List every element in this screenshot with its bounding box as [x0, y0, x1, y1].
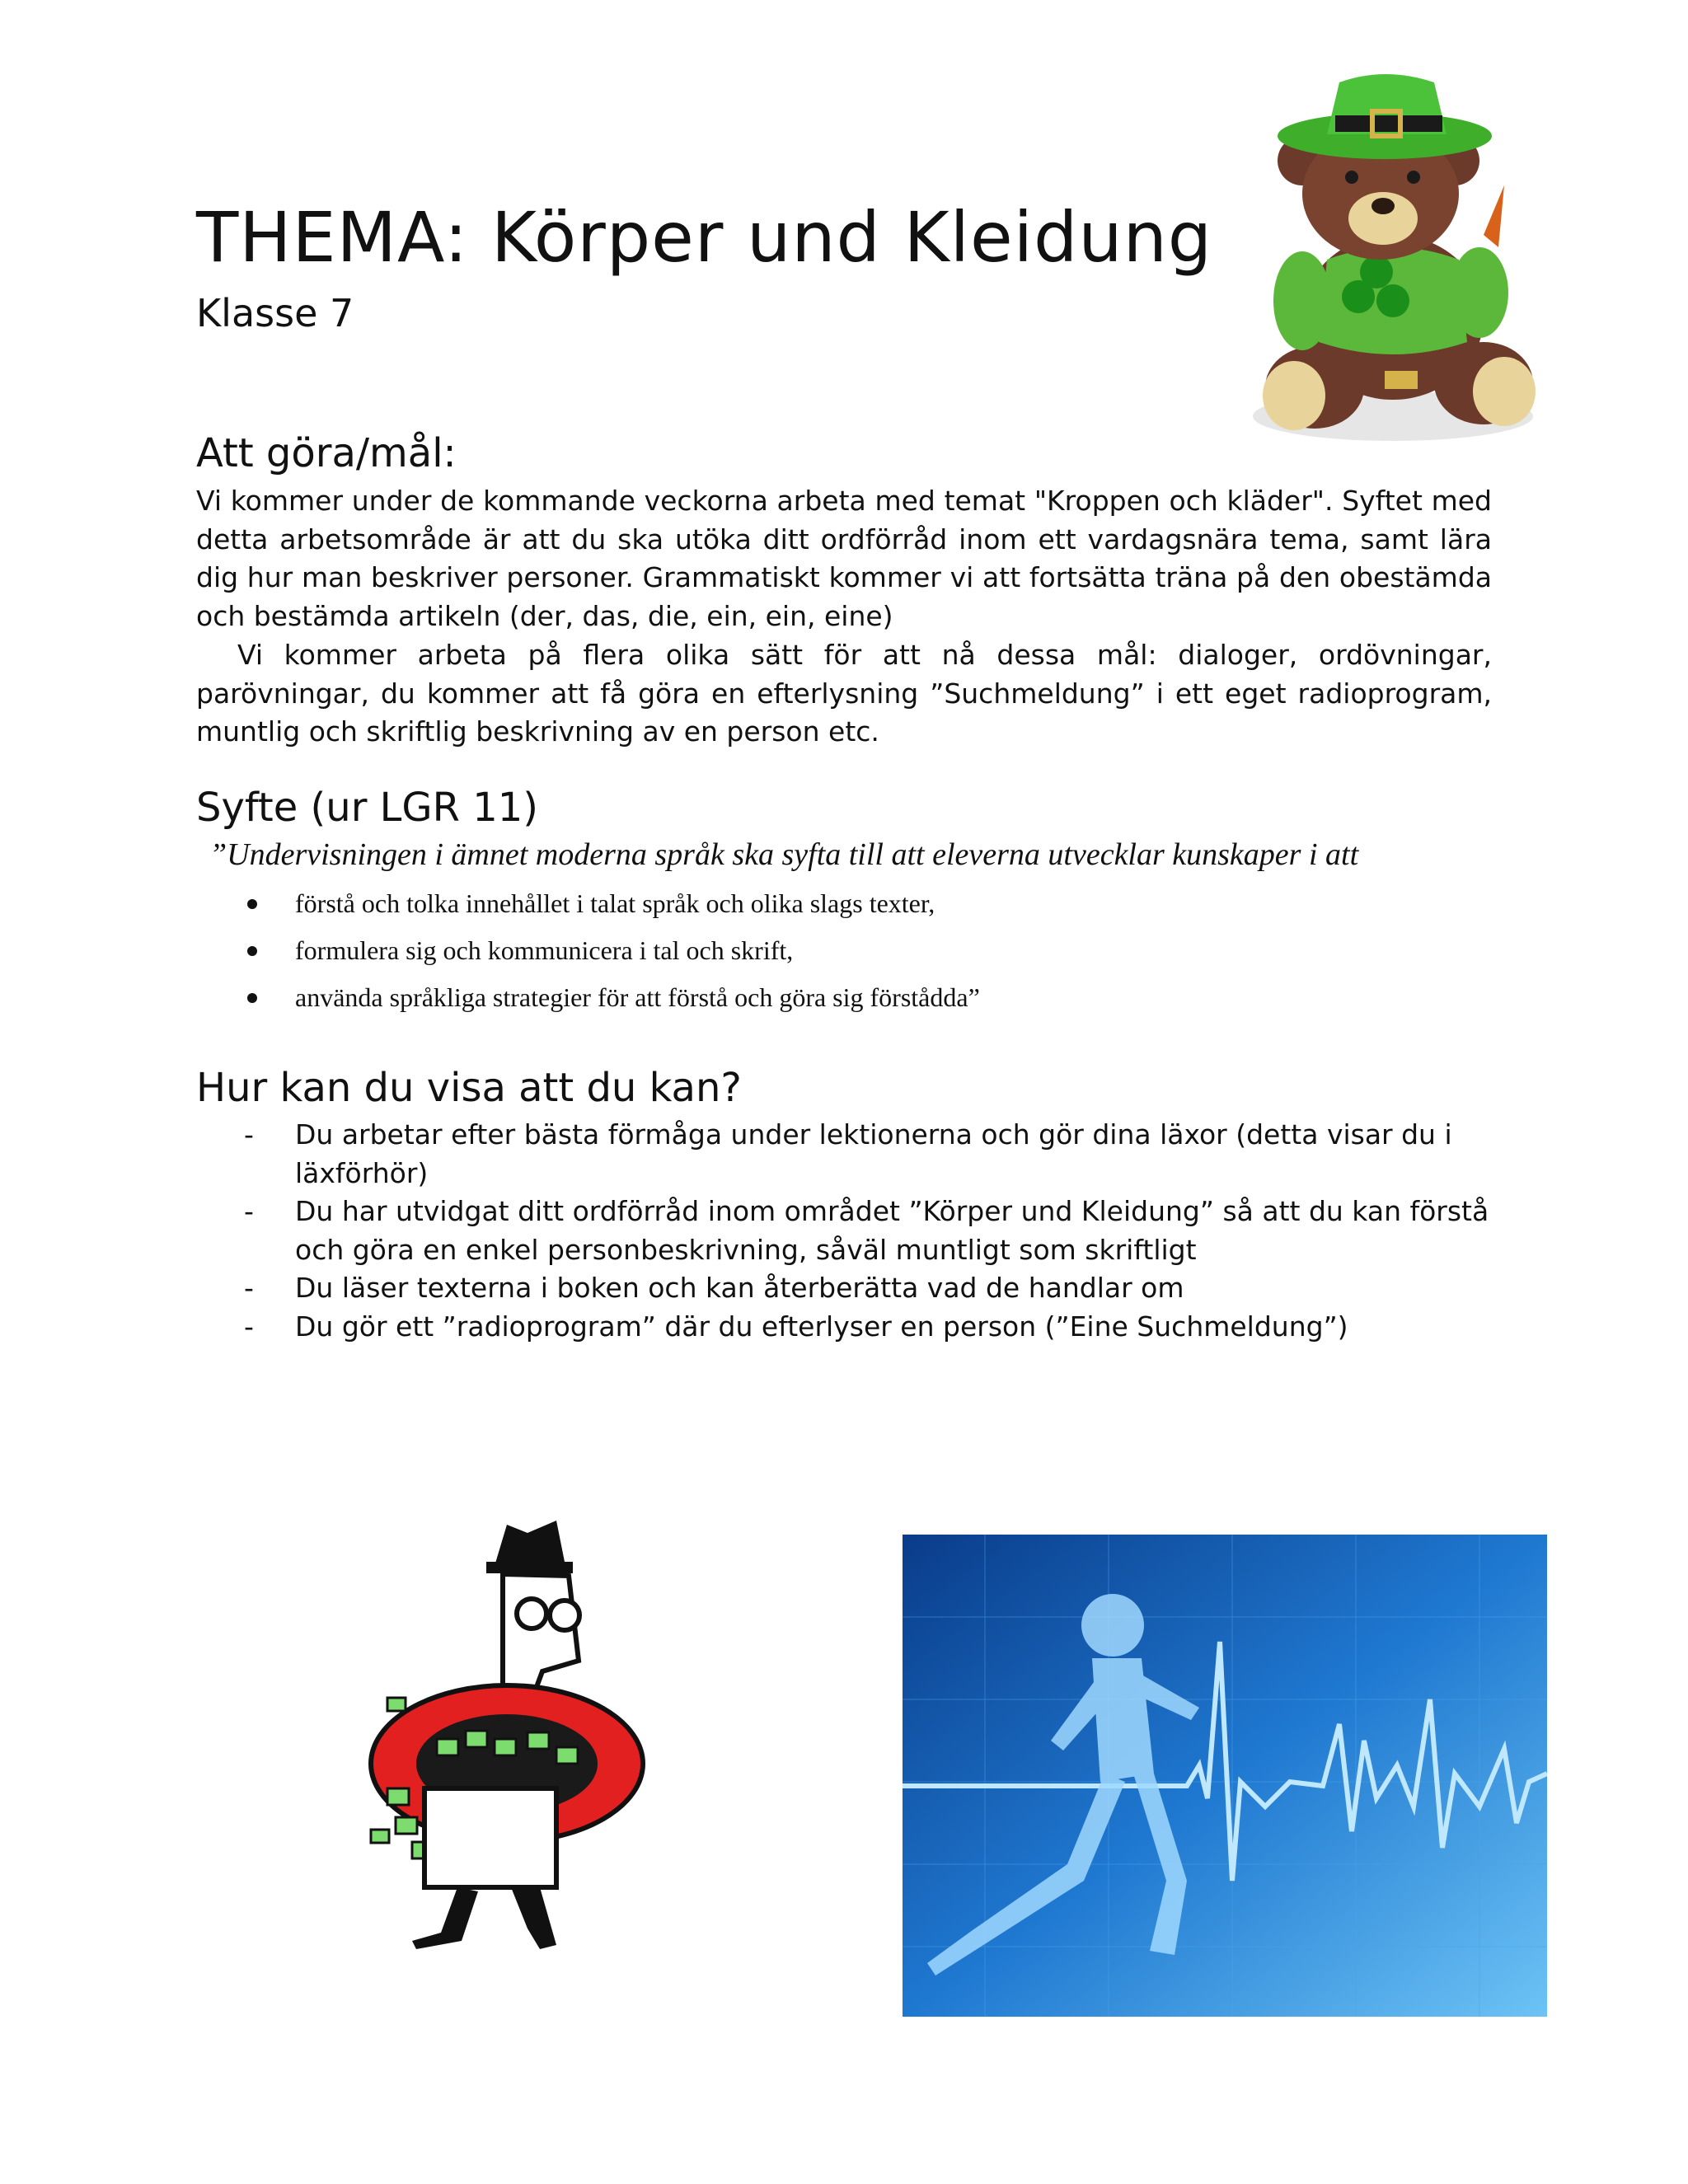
syfte-bullet-list: [247, 880, 980, 1021]
page-title: THEMA: Körper und Kleidung: [196, 197, 1213, 278]
list-item: - Du gör ett ”radioprogram” där du efterlyser en person (”Eine Suchmeldung”): [244, 1308, 1497, 1347]
list-item: använda språkliga strategier för att förstå och göra sig förstådda”: [247, 974, 980, 1021]
curriculum-quote: ”Undervisningen i ämnet moderna språk ska syfta till att eleverna utvecklar kunskaper i att: [209, 837, 1359, 872]
dash-marker: -: [244, 1310, 254, 1343]
page-subtitle: Klasse 7: [196, 291, 354, 335]
thief-clipart-image: [363, 1516, 692, 1953]
bullet-icon: [247, 946, 257, 956]
section-heading-assessment: Hur kan du visa att du kan?: [196, 1065, 742, 1111]
list-item: - Du läser texterna i boken och kan återberätta vad de handlar om: [244, 1269, 1497, 1308]
list-item: förstå och tolka innehållet i talat språk och olika slags texter,: [247, 880, 980, 927]
teddy-bear-image: [1236, 70, 1550, 449]
dash-marker: -: [244, 1195, 254, 1227]
section-heading-goals: Att göra/mål:: [196, 430, 457, 476]
goals-paragraph: Vi kommer under de kommande veckorna arbeta med temat "Kroppen och kläder". Syftet med detta arbetsområde är att du ska utöka ditt ordförråd inom ett vardagsnära tema, samt lära dig hur man beskriver personer. Grammatiskt kommer vi att fortsätta träna på den obestämda och bestämda artikeln (der, das, die, ein, ein, eine): [196, 485, 1492, 632]
list-item: - Du arbetar efter bästa förmåga under lektionerna och gör dina läxor (detta visar du i läxförhör): [244, 1116, 1497, 1193]
section-heading-syfte: Syfte (ur LGR 11): [196, 785, 539, 831]
bullet-icon: [247, 993, 257, 1003]
runner-heartbeat-image: [903, 1535, 1547, 2017]
dash-marker: -: [244, 1272, 254, 1304]
list-item: formulera sig och kommunicera i tal och skrift,: [247, 927, 980, 974]
methods-paragraph: Vi kommer arbeta på flera olika sätt för att nå dessa mål: dialoger, ordövningar, parövningar, du kommer att få göra en efterlysning ”Suchmeldung” i ett eget radioprogram, muntlig och skriftlig beskrivning av en person etc.: [196, 639, 1492, 748]
dash-marker: -: [244, 1118, 254, 1151]
assessment-list: [244, 1116, 1497, 1346]
bullet-icon: [247, 899, 257, 909]
list-item: - Du har utvidgat ditt ordförråd inom området ”Körper und Kleidung” så att du kan förstå och göra en enkel personbeskrivning, såväl muntligt som skriftligt: [244, 1193, 1497, 1269]
